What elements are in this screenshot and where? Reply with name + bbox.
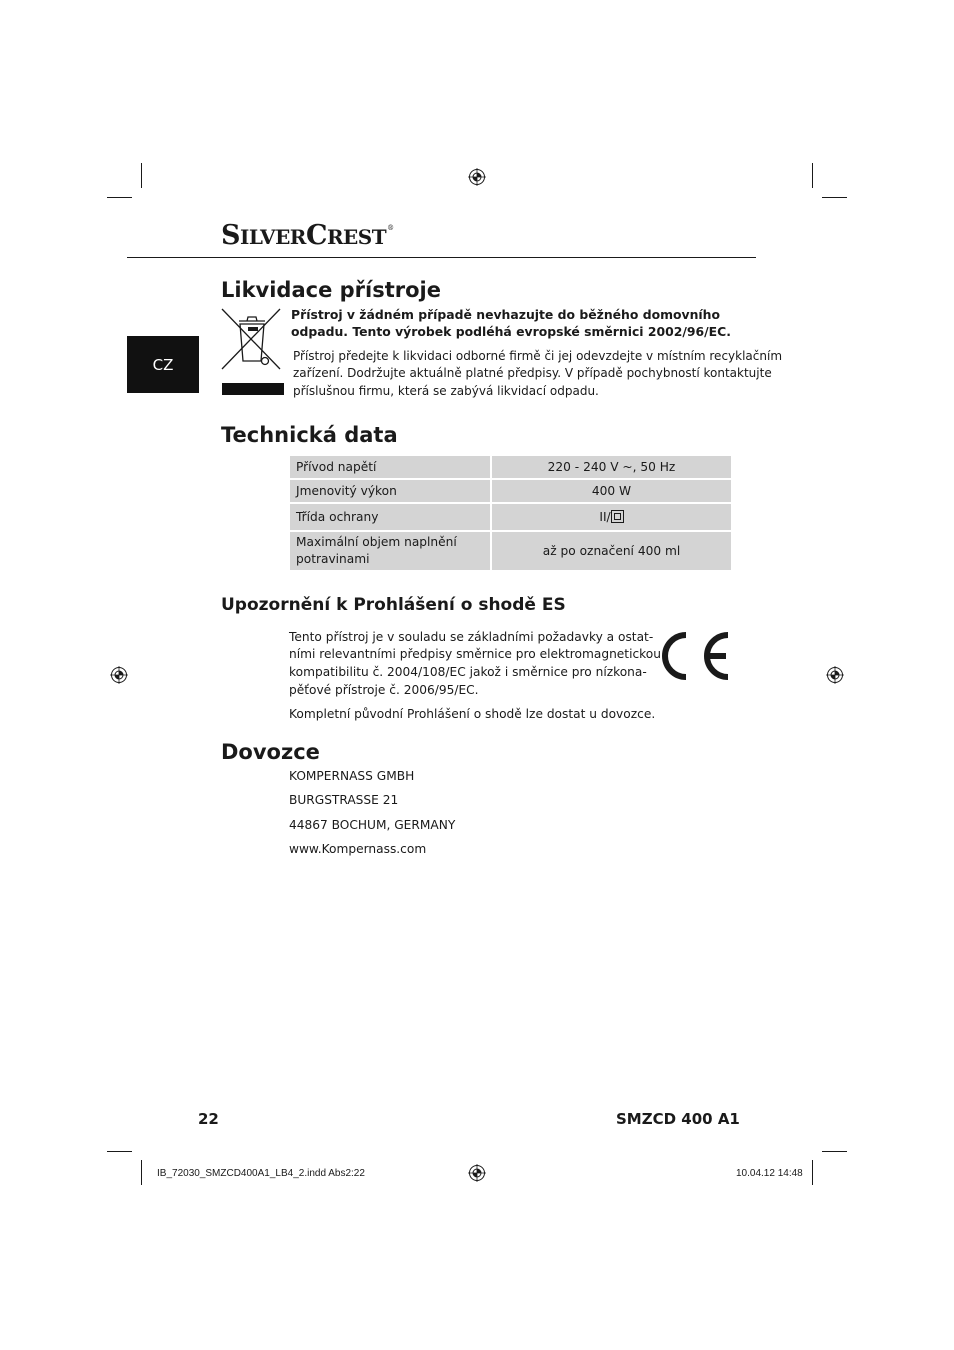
registration-mark-icon <box>826 666 844 684</box>
print-slug-date: 10.04.12 14:48 <box>736 1168 803 1179</box>
crop-mark <box>822 1151 847 1152</box>
importer-heading: Dovozce <box>221 740 320 764</box>
crop-mark <box>141 1160 142 1185</box>
logo-letter: S <box>221 220 240 251</box>
disposal-text-line: příslušnou firmu, která se zabývá likvidací odpadu. <box>293 384 599 398</box>
page-number: 22 <box>198 1110 219 1128</box>
crop-mark <box>141 163 142 188</box>
print-slug-file: IB_72030_SMZCD400A1_LB4_2.indd Abs2:22 <box>157 1168 365 1179</box>
crop-mark <box>812 1160 813 1185</box>
spec-value: až po označení 400 ml <box>490 532 731 570</box>
disposal-text-line: zařízení. Dodržujte aktuálně platné předpisy. V případě pochybností kontaktujte <box>293 366 772 380</box>
conformity-text-line: Kompletní původní Prohlášení o shodě lze dostat u dovozce. <box>289 707 656 721</box>
registered-mark: ® <box>387 224 394 232</box>
spec-label: Třída ochrany <box>290 504 490 530</box>
registration-mark-icon <box>468 1164 486 1182</box>
registration-mark-icon <box>468 168 486 186</box>
table-row <box>290 532 731 570</box>
language-tab <box>127 336 199 393</box>
disposal-warning-line: odpadu. Tento výrobek podléhá evropské směrnici 2002/96/EC. <box>291 324 731 339</box>
crossed-bin-icon <box>218 305 286 373</box>
ce-mark-icon <box>656 630 732 682</box>
crop-mark <box>812 163 813 188</box>
registration-mark-icon <box>110 666 128 684</box>
logo-letter: C <box>305 220 327 251</box>
protection-class-ii-icon <box>611 510 624 523</box>
separate-collection-bar <box>222 383 284 395</box>
spec-value-cell <box>490 504 731 530</box>
spec-value: 220 - 240 V ~, 50 Hz <box>490 456 731 478</box>
table-row <box>290 456 731 478</box>
spec-value: II/ <box>599 510 611 524</box>
silvercrest-logo <box>221 220 394 251</box>
technical-heading: Technická data <box>221 423 398 447</box>
disposal-heading: Likvidace přístroje <box>221 278 441 302</box>
spec-label: Maximální objem naplnění <box>296 535 457 549</box>
crop-mark <box>107 1151 132 1152</box>
header-rule <box>127 257 756 258</box>
logo-letter: ILVER <box>240 225 306 249</box>
importer-website: www.Kompernass.com <box>289 842 427 856</box>
language-tab-label: CZ <box>152 355 174 374</box>
conformity-text-line: Tento přístroj je v souladu se základními požadavky a ostat- <box>289 630 654 644</box>
disposal-text-line: Přístroj předejte k likvidaci odborné firmě či jej odevzdejte v místním recyklačním <box>293 349 783 363</box>
logo-letter: REST <box>326 225 387 249</box>
importer-line: KOMPERNASS GMBH <box>289 769 415 783</box>
spec-value: 400 W <box>490 480 731 502</box>
importer-line: BURGSTRASSE 21 <box>289 793 399 807</box>
spec-table <box>290 454 731 572</box>
disposal-warning-line: Přístroj v žádném případě nevhazujte do běžného domovního <box>291 307 720 322</box>
spec-label-cell <box>290 532 490 570</box>
spec-label: Přívod napětí <box>290 456 490 478</box>
conformity-heading: Upozornění k Prohlášení o shodě ES <box>221 595 566 615</box>
crop-mark <box>822 197 847 198</box>
conformity-text-line: ními relevantními předpisy směrnice pro elektromagnetickou <box>289 647 661 661</box>
table-row <box>290 504 731 530</box>
spec-label: Jmenovitý výkon <box>290 480 490 502</box>
crop-mark <box>107 197 132 198</box>
model-number: SMZCD 400 A1 <box>616 1110 740 1128</box>
conformity-text-line: pěťové přístroje č. 2006/95/EC. <box>289 683 479 697</box>
table-row <box>290 480 731 502</box>
conformity-text-line: kompatibilitu č. 2004/108/EC jakož i směrnice pro nízkona- <box>289 665 647 679</box>
spec-label: potravinami <box>296 552 370 566</box>
importer-line: 44867 BOCHUM, GERMANY <box>289 818 456 832</box>
